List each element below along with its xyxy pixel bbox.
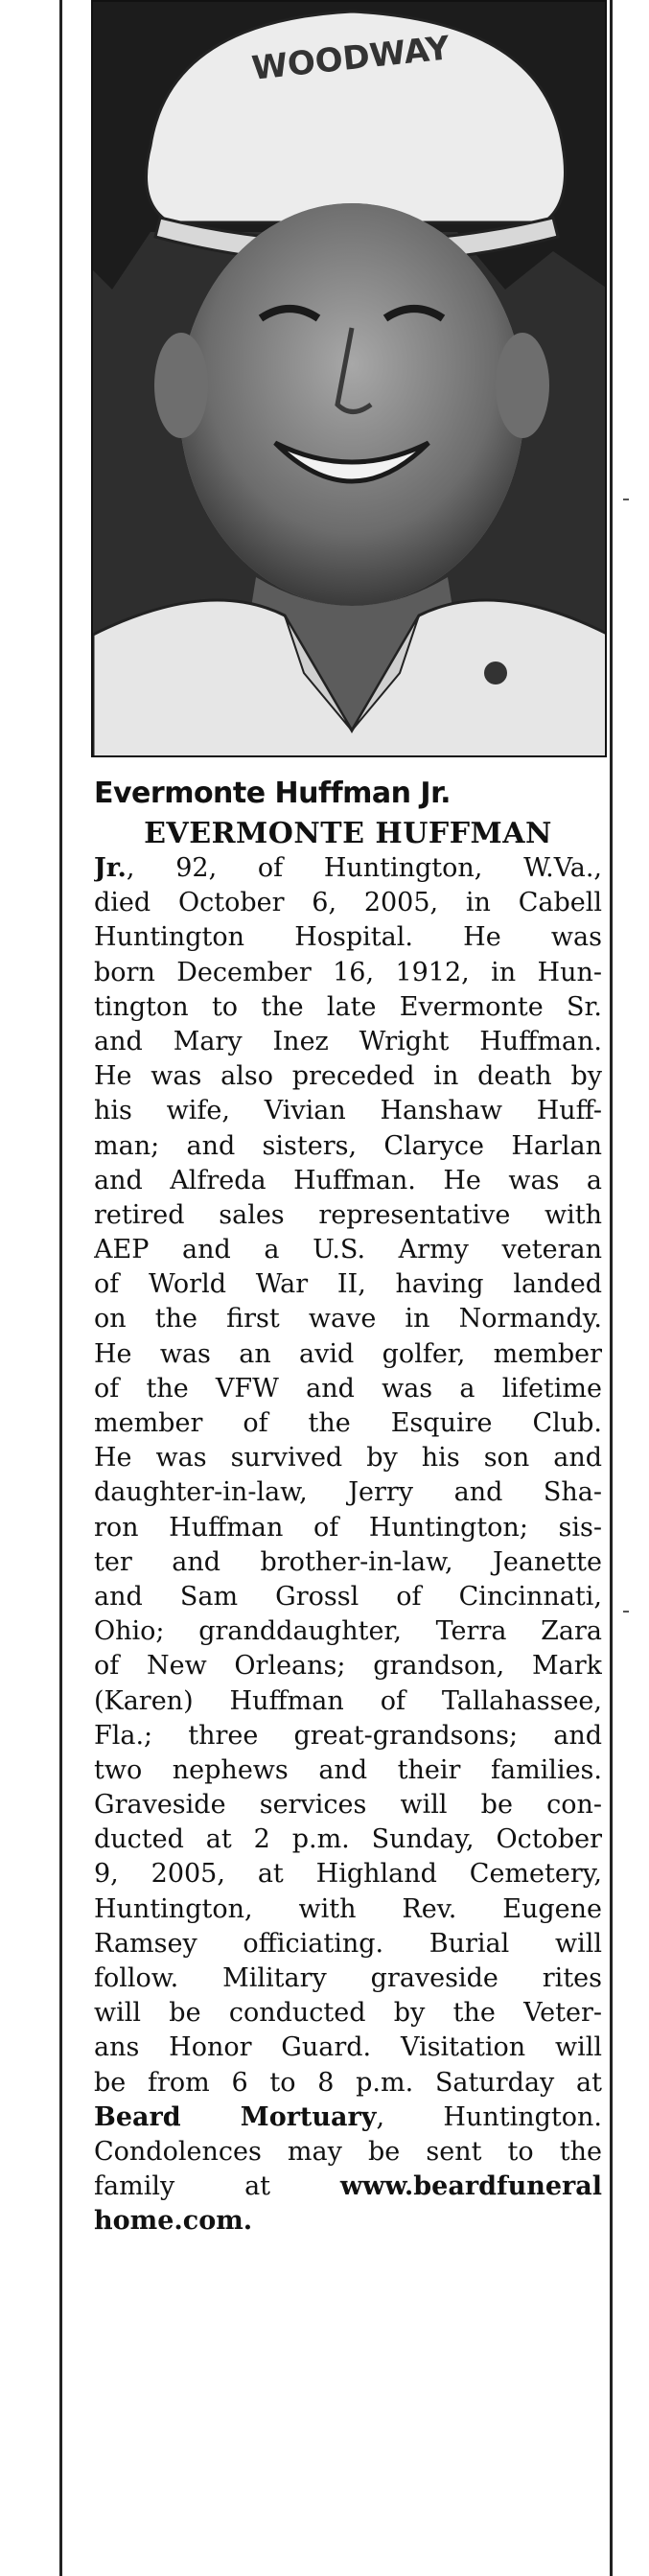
article-line — [94, 1302, 602, 1336]
body-text: ans Honor Guard. Visitation will — [94, 2032, 602, 2063]
article-line — [94, 2204, 602, 2239]
bold-text: Beard Mortuary — [94, 2101, 377, 2132]
portrait-photo — [91, 0, 607, 757]
article-line — [94, 1094, 602, 1128]
article-line — [94, 2031, 602, 2065]
body-text: ter and brother-in-law, Jeanette — [94, 1546, 602, 1577]
body-text: Huntington Hospital. He was — [94, 922, 602, 953]
body-text: Huntington, with Rev. Eugene — [94, 1893, 602, 1924]
body-text: , Huntington. — [376, 2101, 602, 2132]
article-line — [94, 1475, 602, 1510]
article-line — [94, 1822, 602, 1857]
bold-text: home.com. — [94, 2206, 253, 2237]
article-line — [94, 1198, 602, 1233]
article-line — [94, 1580, 602, 1614]
body-text: member of the Esquire Club. — [94, 1408, 602, 1438]
article-line — [94, 1857, 602, 1891]
article-line — [94, 1684, 602, 1719]
body-text: ron Huffman of Huntington; sis- — [94, 1512, 602, 1543]
clipping-right-edge — [610, 0, 613, 2576]
body-text: his wife, Vivian Hanshaw Huff- — [94, 1096, 602, 1126]
article-line — [94, 1372, 602, 1406]
body-text: 9, 2005, at Highland Cemetery, — [94, 1859, 602, 1890]
article-line — [94, 2135, 602, 2170]
body-text: and Alfreda Huffman. He was a — [94, 1165, 602, 1195]
body-text: Ramsey officiating. Burial will — [94, 1928, 602, 1959]
article-line — [94, 1961, 602, 1996]
body-text: be from 6 to 8 p.m. Saturday at — [94, 2067, 602, 2098]
body-text: tington to the late Evermonte Sr. — [94, 991, 602, 1022]
body-text: , 92, of Huntington, W.Va., — [126, 853, 602, 883]
body-text: family at — [94, 2171, 340, 2202]
body-text: of the VFW and was a lifetime — [94, 1373, 602, 1404]
article-line — [94, 1788, 602, 1822]
article-line — [94, 956, 602, 990]
body-text: follow. Military graveside rites — [94, 1963, 602, 1993]
body-text: died October 6, 2005, in Cabell — [94, 888, 602, 918]
body-text: He was an avid golfer, member — [94, 1338, 602, 1369]
margin-mark — [623, 1611, 629, 1613]
body-text: AEP and a U.S. Army veteran — [94, 1235, 602, 1265]
article-line — [94, 1025, 602, 1059]
body-text: He was survived by his son and — [94, 1443, 602, 1474]
body-text: retired sales representative with — [94, 1199, 602, 1230]
body-text: (Karen) Huffman of Tallahassee, — [94, 1685, 602, 1716]
body-text: two nephews and their families. — [94, 1754, 602, 1785]
obituary-headline: EVERMONTE HUFFMAN — [144, 817, 552, 850]
article-line — [94, 1059, 602, 1094]
article-line — [94, 1337, 602, 1372]
article-line — [94, 1753, 602, 1788]
bold-text: www.beardfuneral — [339, 2171, 602, 2202]
article-line — [94, 1164, 602, 1198]
article-line — [94, 1649, 602, 1683]
body-text: born December 16, 1912, in Hun- — [94, 957, 602, 987]
body-text: He was also preceded in death by — [94, 1061, 602, 1092]
article-line — [94, 1996, 602, 2031]
article-line — [94, 1614, 602, 1649]
body-text: ducted at 2 p.m. Sunday, October — [94, 1824, 602, 1855]
article-line — [94, 1927, 602, 1961]
body-text: Condolences may be sent to the — [94, 2136, 602, 2167]
body-text: will be conducted by the Veter- — [94, 1998, 602, 2029]
body-text: on the first wave in Normandy. — [94, 1304, 602, 1334]
article-line — [94, 2066, 602, 2100]
article-line — [94, 920, 602, 955]
article-line — [94, 851, 602, 886]
article-line — [94, 1441, 602, 1475]
article-line — [94, 1719, 602, 1753]
body-text: and Sam Grossl of Cincinnati, — [94, 1581, 602, 1612]
body-text: daughter-in-law, Jerry and Sha- — [94, 1477, 602, 1508]
portrait-illustration — [93, 2, 607, 757]
body-text: man; and sisters, Claryce Harlan — [94, 1130, 602, 1161]
body-text: Ohio; granddaughter, Terra Zara — [94, 1616, 602, 1647]
obituary-article — [94, 817, 602, 2239]
article-line — [94, 1129, 602, 1164]
bold-text: Jr. — [94, 853, 127, 883]
body-text: of World War II, having landed — [94, 1269, 602, 1300]
body-text: of New Orleans; grandson, Mark — [94, 1651, 602, 1682]
article-line — [94, 886, 602, 920]
body-text: Graveside services will be con- — [94, 1790, 602, 1821]
cap-logo-text: WOODWAY — [249, 29, 452, 88]
article-line — [94, 2170, 602, 2204]
article-line — [94, 2100, 602, 2135]
article-line — [94, 990, 602, 1025]
article-line — [94, 1233, 602, 1267]
body-text: and Mary Inez Wright Huffman. — [94, 1026, 602, 1056]
article-line — [94, 1267, 602, 1302]
clipping-left-edge — [59, 0, 62, 2576]
article-line — [94, 1892, 602, 1927]
article-line — [94, 1511, 602, 1545]
photo-caption: Evermonte Huffman Jr. — [94, 777, 451, 810]
margin-mark — [623, 499, 629, 500]
article-line — [94, 1545, 602, 1580]
body-text: Fla.; three great-grandsons; and — [94, 1720, 602, 1751]
article-line — [94, 1406, 602, 1441]
